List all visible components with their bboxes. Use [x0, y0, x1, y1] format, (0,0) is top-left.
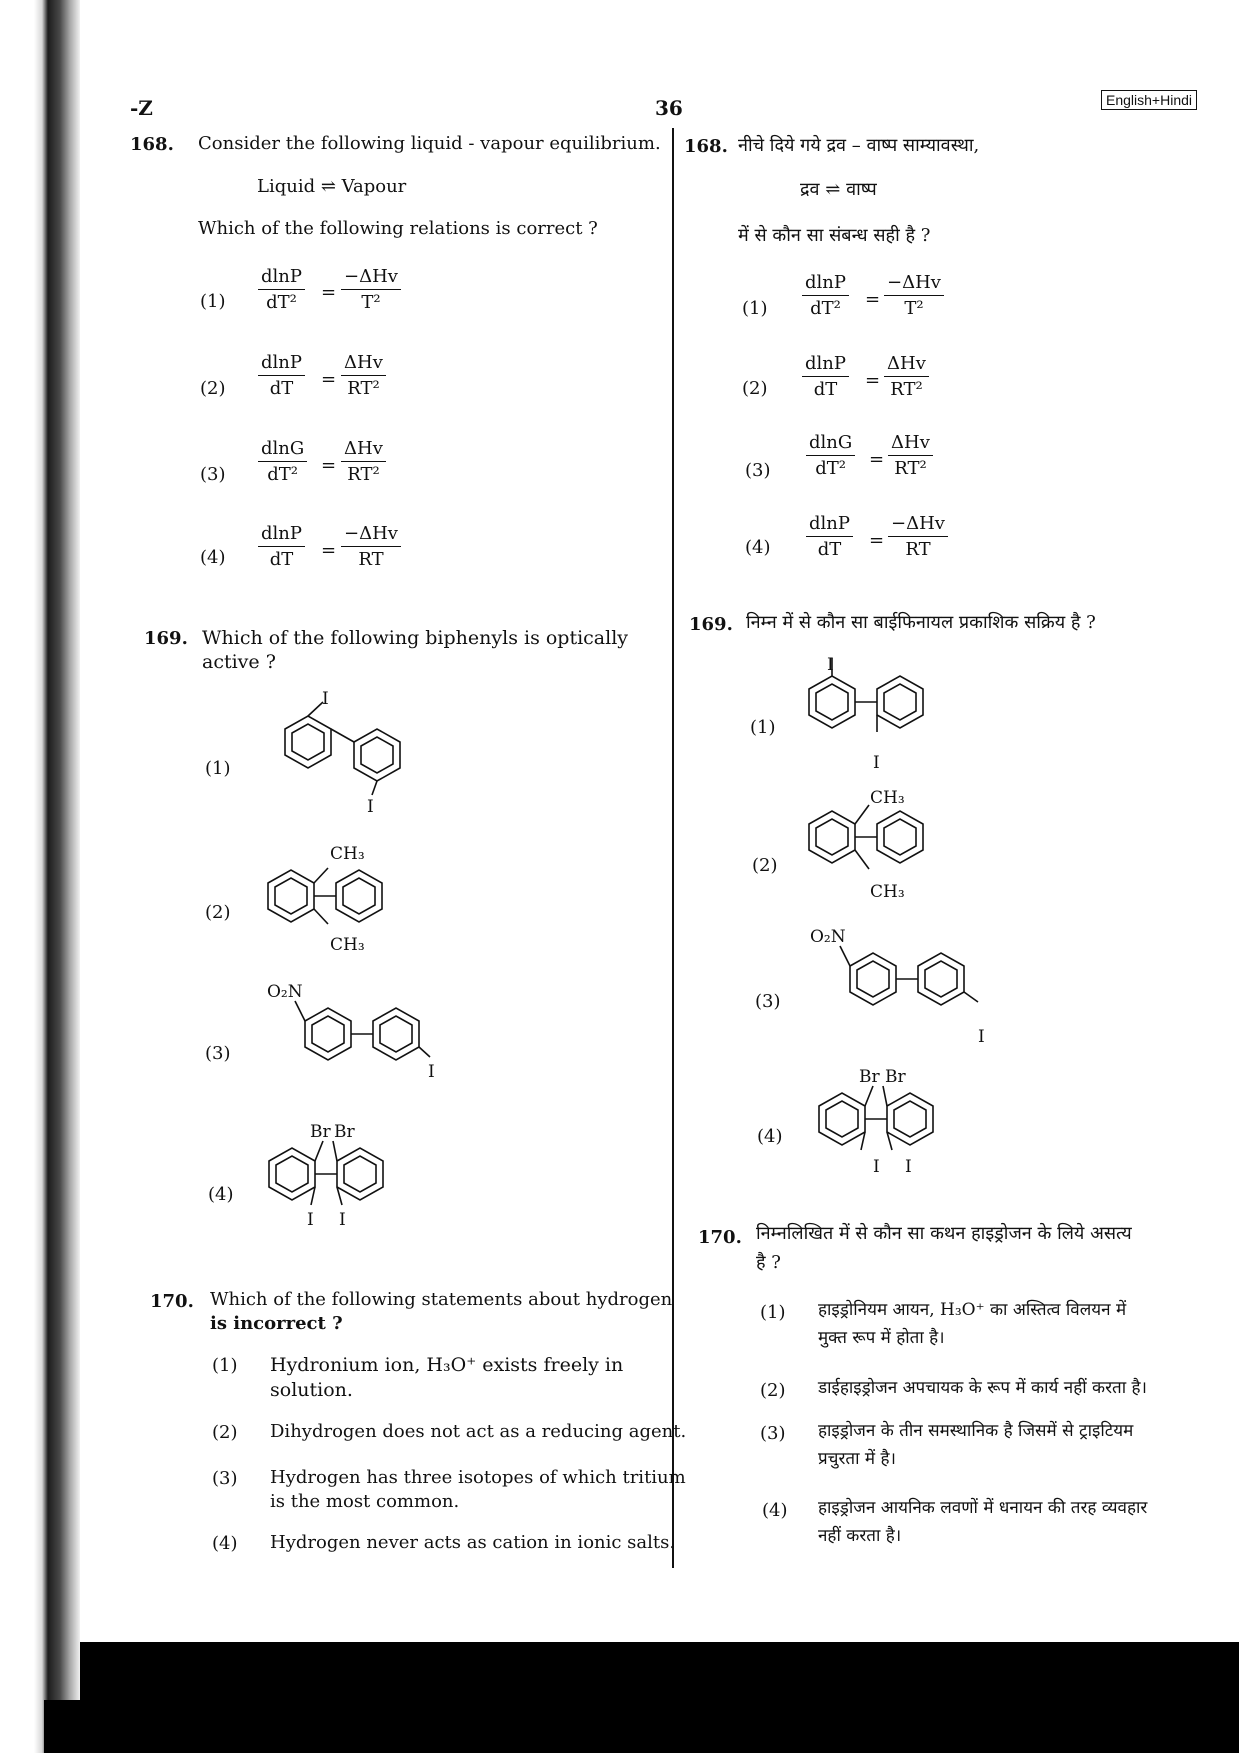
q170-hi-option-2-text: डाईहाइड्रोजन अपचायक के रूप में कार्य नहीं करता है।	[818, 1378, 1147, 1398]
book-binding-edge	[34, 0, 80, 1753]
q170-hi-option-2-label: (2)	[760, 1380, 786, 1401]
q168-hi-option-4-lhs: $\frac{dlnP}{dT}$	[806, 513, 853, 560]
equals-sign: =	[321, 369, 337, 390]
scan-shadow-corner	[44, 1700, 84, 1753]
scan-shadow	[80, 1642, 1239, 1753]
q170-hi-option-4-label: (4)	[762, 1500, 788, 1521]
bromo-label: Br	[859, 1067, 880, 1087]
methyl-label: CH₃	[870, 788, 905, 808]
iodo-label: I	[978, 1027, 985, 1047]
q168-option-4-label: (4)	[200, 547, 226, 568]
q170-hi-number: 170.	[698, 1227, 742, 1248]
q168-option-1-rhs: −ΔHv T²	[341, 266, 401, 313]
q168-hi-option-2-lhs: $\frac{dlnP}{dT}$	[802, 353, 849, 400]
q168-option-2-rhs: ΔHv RT²	[341, 352, 386, 399]
q169-hi-option-1-label: (1)	[750, 717, 776, 738]
q169-text-line2: active ?	[202, 651, 276, 673]
methyl-label: CH₃	[870, 882, 905, 902]
q168-option-2-label: (2)	[200, 378, 226, 399]
bromo-label: Br	[885, 1067, 906, 1087]
q170-option-2-text: Dihydrogen does not act as a reducing agent.	[270, 1421, 687, 1442]
equals-sign: =	[865, 289, 881, 310]
q170-option-2-label: (2)	[212, 1422, 238, 1443]
q168-hi-number: 168.	[684, 136, 728, 157]
q168-option-2-lhs: $\frac{dlnP}{dT}$	[258, 352, 305, 399]
q168-hi-option-3-label: (3)	[745, 460, 771, 481]
q170-hi-option-4-text: हाइड्रोजन आयनिक लवणों में धनायन की तरह व्यवहार	[818, 1498, 1148, 1518]
iodo-label: I	[873, 1157, 880, 1177]
equals-sign: =	[869, 449, 885, 470]
q170-hi-option-4-text2: नहीं करता है।	[818, 1526, 902, 1546]
q168-option-3-label: (3)	[200, 464, 226, 485]
q168-number: 168.	[130, 134, 174, 155]
q168-equilibrium: Liquid ⇌ Vapour	[257, 176, 407, 197]
q168-hi-question: में से कौन सा संबन्ध सही है ?	[738, 225, 931, 246]
biphenyl-hi-structure-1	[795, 650, 995, 780]
q169-option-2-label: (2)	[205, 902, 231, 923]
methyl-label: CH₃	[330, 935, 365, 955]
q169-hi-option-3-label: (3)	[755, 991, 781, 1012]
q168-hi-text: नीचे दिये गये द्रव – वाष्प साम्यावस्था,	[738, 135, 980, 156]
q169-number: 169.	[144, 628, 188, 649]
q168-option-3-lhs: $\frac{dlnG}{\text{dT²}}$	[258, 438, 307, 485]
q168-hi-option-3-lhs: $\frac{dlnG}{\text{dT²}}$	[806, 432, 855, 479]
iodo-label: I	[827, 655, 834, 675]
equals-sign: =	[321, 455, 337, 476]
bromo-label: Br	[310, 1122, 331, 1142]
q168-option-3-rhs: ΔHv RT²	[341, 438, 386, 485]
bromo-label: Br	[334, 1122, 355, 1142]
q170-option-1-text: Hydronium ion, H₃O⁺ exists freely in	[270, 1354, 624, 1376]
biphenyl-hi-structure-3	[800, 920, 1040, 1050]
q168-hi-option-1-label: (1)	[742, 298, 768, 319]
biphenyl-hi-structure-4	[805, 1060, 1005, 1190]
biphenyl-structure-1	[250, 690, 450, 820]
q168-hi-option-1-rhs: −ΔHv T²	[884, 272, 944, 319]
q168-option-1-lhs: $\frac{dlnP}{\text{dT²}}$	[258, 266, 305, 313]
iodo-label: I	[307, 1210, 314, 1230]
page-number: 36	[655, 96, 683, 120]
biphenyl-structure-3	[255, 975, 495, 1105]
iodo-label: I	[322, 690, 329, 709]
q168-hi-option-2-rhs: ΔHv RT²	[884, 353, 929, 400]
q169-option-4-label: (4)	[208, 1184, 234, 1205]
q168-text: Consider the following liquid - vapour equilibrium.	[198, 133, 661, 154]
q168-option-4-rhs: −ΔHv RT	[341, 523, 401, 570]
q170-option-4-label: (4)	[212, 1533, 238, 1554]
q170-hi-option-1-label: (1)	[760, 1302, 786, 1323]
q169-text-line1: Which of the following biphenyls is optically	[202, 627, 629, 649]
q169-option-1-label: (1)	[205, 758, 231, 779]
nitro-label: O₂N	[267, 982, 303, 1002]
q168-hi-equilibrium: द्रव ⇌ वाष्प	[800, 179, 877, 200]
q170-text-line1: Which of the following statements about hydrogen	[210, 1289, 673, 1310]
equals-sign: =	[869, 530, 885, 551]
equals-sign: =	[865, 370, 881, 391]
q168-question: Which of the following relations is correct ?	[198, 218, 598, 239]
q170-hi-option-1-text2: मुक्त रूप में होता है।	[818, 1328, 945, 1348]
q168-hi-option-1-lhs: $\frac{dlnP}{\text{dT²}}$	[802, 272, 849, 319]
q170-option-3-text2: is the most common.	[270, 1491, 460, 1512]
equals-sign: =	[321, 540, 337, 561]
q168-hi-option-4-label: (4)	[745, 537, 771, 558]
q168-hi-option-4-rhs: −ΔHv RT	[888, 513, 948, 560]
q170-option-4-text: Hydrogen never acts as cation in ionic salts.	[270, 1532, 676, 1553]
q169-hi-number: 169.	[689, 614, 733, 635]
iodo-label: I	[339, 1210, 346, 1230]
iodo-label: I	[905, 1157, 912, 1177]
iodo-label: I	[428, 1062, 435, 1082]
biphenyl-structure-2	[250, 832, 450, 962]
q170-option-1-text2: solution.	[270, 1379, 353, 1401]
equals-sign: =	[321, 282, 337, 303]
q169-hi-option-2-label: (2)	[752, 855, 778, 876]
q168-option-1-label: (1)	[200, 291, 226, 312]
nitro-label: O₂N	[810, 927, 846, 947]
q170-option-3-label: (3)	[212, 1468, 238, 1489]
iodo-label: I	[367, 797, 374, 817]
q170-hi-option-3-text2: प्रचुरता में है।	[818, 1449, 896, 1469]
q170-hi-text-line1: निम्नलिखित में से कौन सा कथन हाइड्रोजन के लिये असत्य	[756, 1223, 1132, 1244]
q170-hi-text-line2: है ?	[756, 1252, 781, 1273]
q168-hi-option-2-label: (2)	[742, 378, 768, 399]
column-divider	[672, 128, 674, 1568]
q169-option-3-label: (3)	[205, 1043, 231, 1064]
language-badge: English+Hindi	[1101, 90, 1197, 110]
q170-hi-option-1-text: हाइड्रोनियम आयन, H₃O⁺ का अस्तित्व विलयन में	[818, 1300, 1127, 1320]
paper-code: -Z	[130, 96, 153, 120]
q169-hi-option-4-label: (4)	[757, 1126, 783, 1147]
methyl-label: CH₃	[330, 844, 365, 864]
q169-hi-text: निम्न में से कौन सा बाईफिनायल प्रकाशिक सक्रिय है ?	[746, 612, 1096, 633]
iodo-label: I	[873, 753, 880, 773]
q168-option-4-lhs: $\frac{dlnP}{dT}$	[258, 523, 305, 570]
q170-text-line2: is incorrect ?	[210, 1313, 343, 1334]
q170-number: 170.	[150, 1291, 194, 1312]
q170-option-3-text: Hydrogen has three isotopes of which tritium	[270, 1467, 686, 1488]
q170-hi-option-3-label: (3)	[760, 1423, 786, 1444]
biphenyl-hi-structure-2	[795, 785, 995, 915]
q168-hi-option-3-rhs: ΔHv RT²	[888, 432, 933, 479]
biphenyl-structure-4	[255, 1115, 455, 1245]
q170-hi-option-3-text: हाइड्रोजन के तीन समस्थानिक है जिसमें से ट्राइटियम	[818, 1421, 1134, 1441]
q170-option-1-label: (1)	[212, 1355, 238, 1376]
